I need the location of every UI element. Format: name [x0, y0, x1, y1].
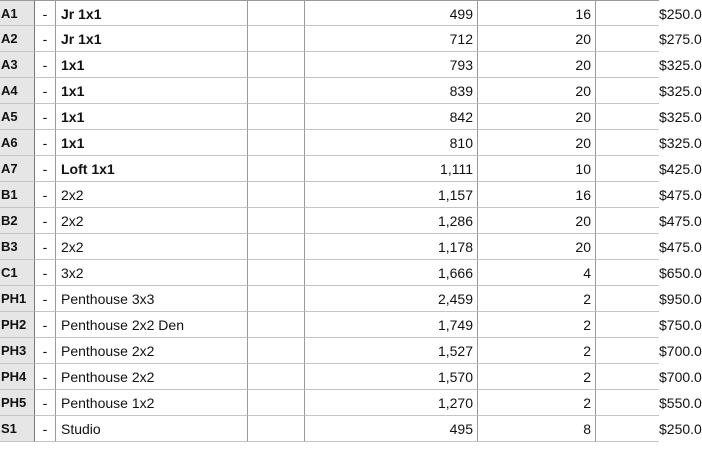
price-cell[interactable]: $325.0 — [596, 52, 659, 78]
dash-cell[interactable]: - — [35, 338, 56, 364]
empty-cell[interactable] — [248, 0, 305, 26]
unit-count-cell[interactable]: 16 — [478, 182, 596, 208]
price-cell[interactable]: $700.0 — [596, 364, 659, 390]
unit-type-cell[interactable]: Studio — [56, 416, 248, 442]
empty-cell[interactable] — [248, 104, 305, 130]
square-feet-cell[interactable]: 1,111 — [305, 156, 478, 182]
dash-cell[interactable]: - — [35, 260, 56, 286]
unit-type-cell[interactable]: Jr 1x1 — [56, 26, 248, 52]
price-cell[interactable]: $550.0 — [596, 390, 659, 416]
row-header-cell[interactable]: B2 — [0, 208, 35, 234]
empty-cell[interactable] — [248, 390, 305, 416]
unit-type-cell[interactable]: Penthouse 2x2 — [56, 364, 248, 390]
price-cell[interactable]: $275.0 — [596, 26, 659, 52]
empty-cell[interactable] — [248, 78, 305, 104]
dash-cell[interactable]: - — [35, 26, 56, 52]
unit-type-cell[interactable]: Penthouse 1x2 — [56, 390, 248, 416]
unit-count-cell[interactable]: 20 — [478, 130, 596, 156]
dash-cell[interactable]: - — [35, 182, 56, 208]
unit-count-cell[interactable]: 2 — [478, 312, 596, 338]
row-header-cell[interactable]: A7 — [0, 156, 35, 182]
unit-type-cell[interactable]: 1x1 — [56, 104, 248, 130]
row-header-cell[interactable]: B1 — [0, 182, 35, 208]
row-header-cell[interactable]: PH1 — [0, 286, 35, 312]
dash-cell[interactable]: - — [35, 104, 56, 130]
square-feet-cell[interactable]: 499 — [305, 0, 478, 26]
empty-cell[interactable] — [248, 156, 305, 182]
unit-count-cell[interactable]: 2 — [478, 286, 596, 312]
unit-type-cell[interactable]: Penthouse 2x2 Den — [56, 312, 248, 338]
unit-type-cell[interactable]: Penthouse 3x3 — [56, 286, 248, 312]
unit-type-cell[interactable]: 1x1 — [56, 78, 248, 104]
empty-cell[interactable] — [248, 26, 305, 52]
unit-count-cell[interactable]: 2 — [478, 364, 596, 390]
price-cell[interactable]: $650.0 — [596, 260, 659, 286]
unit-count-cell[interactable]: 16 — [478, 0, 596, 26]
unit-count-cell[interactable]: 20 — [478, 208, 596, 234]
price-cell[interactable]: $750.0 — [596, 312, 659, 338]
row-header-cell[interactable]: A3 — [0, 52, 35, 78]
dash-cell[interactable]: - — [35, 130, 56, 156]
square-feet-cell[interactable]: 1,157 — [305, 182, 478, 208]
empty-cell[interactable] — [248, 312, 305, 338]
empty-cell[interactable] — [248, 416, 305, 442]
row-header-cell[interactable]: A4 — [0, 78, 35, 104]
unit-type-cell[interactable]: 3x2 — [56, 260, 248, 286]
empty-cell[interactable] — [248, 182, 305, 208]
dash-cell[interactable]: - — [35, 312, 56, 338]
dash-cell[interactable]: - — [35, 156, 56, 182]
unit-type-cell[interactable]: Loft 1x1 — [56, 156, 248, 182]
empty-cell[interactable] — [248, 234, 305, 260]
unit-type-cell[interactable]: 1x1 — [56, 52, 248, 78]
unit-type-cell[interactable]: 1x1 — [56, 130, 248, 156]
unit-type-cell[interactable]: Jr 1x1 — [56, 0, 248, 26]
row-header-cell[interactable]: A2 — [0, 26, 35, 52]
empty-cell[interactable] — [248, 130, 305, 156]
square-feet-cell[interactable]: 1,749 — [305, 312, 478, 338]
unit-count-cell[interactable]: 20 — [478, 78, 596, 104]
price-cell[interactable]: $950.0 — [596, 286, 659, 312]
unit-count-cell[interactable]: 8 — [478, 416, 596, 442]
square-feet-cell[interactable]: 1,178 — [305, 234, 478, 260]
row-header-cell[interactable]: A6 — [0, 130, 35, 156]
square-feet-cell[interactable]: 1,286 — [305, 208, 478, 234]
row-header-cell[interactable]: PH2 — [0, 312, 35, 338]
price-cell[interactable]: $475.0 — [596, 208, 659, 234]
dash-cell[interactable]: - — [35, 416, 56, 442]
price-cell[interactable]: $325.0 — [596, 130, 659, 156]
empty-cell[interactable] — [248, 52, 305, 78]
square-feet-cell[interactable]: 712 — [305, 26, 478, 52]
unit-count-cell[interactable]: 20 — [478, 52, 596, 78]
price-cell[interactable]: $325.0 — [596, 104, 659, 130]
dash-cell[interactable]: - — [35, 52, 56, 78]
unit-count-cell[interactable]: 20 — [478, 234, 596, 260]
empty-cell[interactable] — [248, 208, 305, 234]
dash-cell[interactable]: - — [35, 78, 56, 104]
square-feet-cell[interactable]: 839 — [305, 78, 478, 104]
square-feet-cell[interactable]: 1,527 — [305, 338, 478, 364]
square-feet-cell[interactable]: 793 — [305, 52, 478, 78]
row-header-cell[interactable]: A5 — [0, 104, 35, 130]
unit-type-cell[interactable]: 2x2 — [56, 208, 248, 234]
empty-cell[interactable] — [248, 364, 305, 390]
unit-count-cell[interactable]: 2 — [478, 390, 596, 416]
unit-count-cell[interactable]: 2 — [478, 338, 596, 364]
dash-cell[interactable]: - — [35, 364, 56, 390]
square-feet-cell[interactable]: 1,270 — [305, 390, 478, 416]
square-feet-cell[interactable]: 495 — [305, 416, 478, 442]
unit-count-cell[interactable]: 4 — [478, 260, 596, 286]
dash-cell[interactable]: - — [35, 0, 56, 26]
row-header-cell[interactable]: S1 — [0, 416, 35, 442]
price-cell[interactable]: $250.0 — [596, 416, 659, 442]
row-header-cell[interactable]: PH3 — [0, 338, 35, 364]
unit-count-cell[interactable]: 20 — [478, 104, 596, 130]
square-feet-cell[interactable]: 1,666 — [305, 260, 478, 286]
row-header-cell[interactable]: PH5 — [0, 390, 35, 416]
row-header-cell[interactable]: B3 — [0, 234, 35, 260]
square-feet-cell[interactable]: 842 — [305, 104, 478, 130]
row-header-cell[interactable]: A1 — [0, 0, 35, 26]
price-cell[interactable]: $250.0 — [596, 0, 659, 26]
dash-cell[interactable]: - — [35, 390, 56, 416]
empty-cell[interactable] — [248, 260, 305, 286]
unit-count-cell[interactable]: 20 — [478, 26, 596, 52]
price-cell[interactable]: $325.0 — [596, 78, 659, 104]
row-header-cell[interactable]: C1 — [0, 260, 35, 286]
row-header-cell[interactable]: PH4 — [0, 364, 35, 390]
price-cell[interactable]: $700.0 — [596, 338, 659, 364]
empty-cell[interactable] — [248, 286, 305, 312]
dash-cell[interactable]: - — [35, 208, 56, 234]
dash-cell[interactable]: - — [35, 286, 56, 312]
unit-count-cell[interactable]: 10 — [478, 156, 596, 182]
price-cell[interactable]: $475.0 — [596, 234, 659, 260]
square-feet-cell[interactable]: 810 — [305, 130, 478, 156]
unit-type-cell[interactable]: 2x2 — [56, 234, 248, 260]
empty-cell[interactable] — [248, 338, 305, 364]
unit-type-cell[interactable]: Penthouse 2x2 — [56, 338, 248, 364]
unit-type-cell[interactable]: 2x2 — [56, 182, 248, 208]
price-cell[interactable]: $475.0 — [596, 182, 659, 208]
dash-cell[interactable]: - — [35, 234, 56, 260]
price-cell[interactable]: $425.0 — [596, 156, 659, 182]
square-feet-cell[interactable]: 1,570 — [305, 364, 478, 390]
square-feet-cell[interactable]: 2,459 — [305, 286, 478, 312]
